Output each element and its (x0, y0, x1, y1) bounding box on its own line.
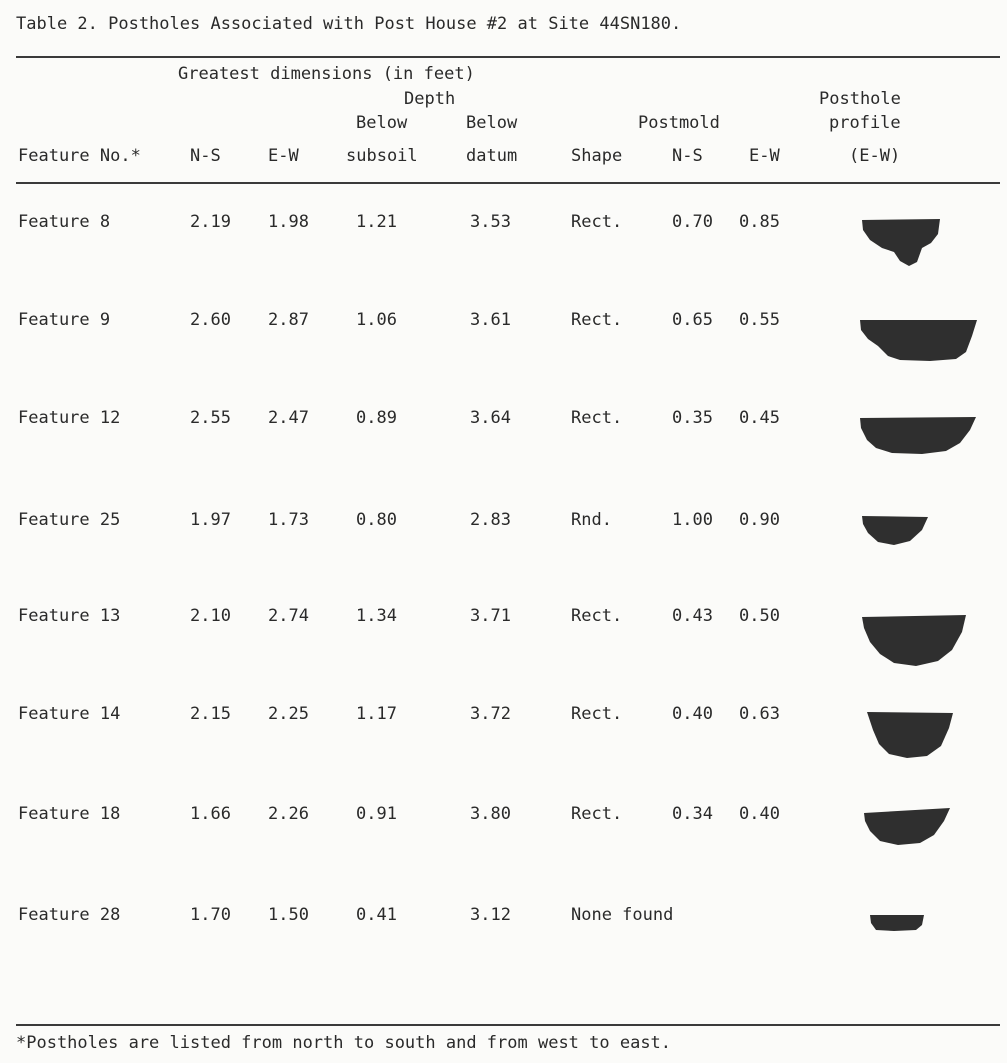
postmold-ew-cell: 0.40 (739, 804, 780, 824)
postmold-ew-cell: 0.55 (739, 310, 780, 330)
datum-cell: 3.12 (470, 905, 511, 925)
posthole-profile-feature-25 (860, 514, 930, 548)
ew-cell: 2.47 (268, 408, 309, 428)
datum-cell: 2.83 (470, 510, 511, 530)
header-postmold: Postmold (638, 113, 720, 133)
ew-cell: 1.73 (268, 510, 309, 530)
postmold-ns-cell: 0.35 (672, 408, 713, 428)
postmold-ns-cell: 0.65 (672, 310, 713, 330)
shape-cell: None found (571, 905, 674, 925)
postmold-ns-cell: 1.00 (672, 510, 713, 530)
ew-cell: 2.74 (268, 606, 309, 626)
header-ew-paren: (E-W) (849, 146, 901, 166)
feature-cell: Feature 25 (18, 510, 121, 530)
datum-cell: 3.80 (470, 804, 511, 824)
ew-cell: 1.50 (268, 905, 309, 925)
datum-cell: 3.71 (470, 606, 511, 626)
feature-cell: Feature 18 (18, 804, 121, 824)
ns-cell: 1.97 (190, 510, 231, 530)
ns-cell: 1.66 (190, 804, 231, 824)
subsoil-cell: 1.34 (356, 606, 397, 626)
shape-cell: Rect. (571, 606, 623, 626)
postmold-ns-cell: 0.40 (672, 704, 713, 724)
postmold-ew-cell: 0.63 (739, 704, 780, 724)
postmold-ns-cell: 0.34 (672, 804, 713, 824)
header-feature-no: Feature No.* (18, 146, 141, 166)
subsoil-cell: 1.06 (356, 310, 397, 330)
posthole-profile-feature-18 (862, 807, 952, 847)
shape-cell: Rect. (571, 408, 623, 428)
ew-cell: 2.26 (268, 804, 309, 824)
postmold-ns-cell: 0.70 (672, 212, 713, 232)
postmold-ew-cell: 0.90 (739, 510, 780, 530)
postmold-ew-cell: 0.50 (739, 606, 780, 626)
shape-cell: Rect. (571, 804, 623, 824)
ns-cell: 2.15 (190, 704, 231, 724)
shape-cell: Rect. (571, 704, 623, 724)
header-shape: Shape (571, 146, 623, 166)
datum-cell: 3.64 (470, 408, 511, 428)
header-ns: N-S (190, 146, 221, 166)
table-caption: Table 2. Postholes Associated with Post House #2 at Site 44SN180. (16, 14, 682, 34)
subsoil-cell: 0.89 (356, 408, 397, 428)
posthole-profile-feature-28 (868, 913, 926, 933)
header-datum: datum (466, 146, 518, 166)
footer-rule (16, 1024, 1000, 1026)
header-below-datum-top: Below (466, 113, 518, 133)
postmold-ns-cell: 0.43 (672, 606, 713, 626)
header-profile: profile (829, 113, 901, 133)
feature-cell: Feature 13 (18, 606, 121, 626)
header-subsoil: subsoil (346, 146, 418, 166)
footnote: *Postholes are listed from north to south and from west to east. (16, 1033, 672, 1053)
subsoil-cell: 1.17 (356, 704, 397, 724)
datum-cell: 3.72 (470, 704, 511, 724)
ns-cell: 2.19 (190, 212, 231, 232)
ns-cell: 2.10 (190, 606, 231, 626)
top-rule (16, 56, 1000, 58)
ew-cell: 1.98 (268, 212, 309, 232)
shape-cell: Rect. (571, 310, 623, 330)
feature-cell: Feature 28 (18, 905, 121, 925)
datum-cell: 3.53 (470, 212, 511, 232)
posthole-profile-feature-13 (860, 614, 968, 668)
header-postmold-ew: E-W (749, 146, 780, 166)
subsoil-cell: 0.91 (356, 804, 397, 824)
header-postmold-ns: N-S (672, 146, 703, 166)
ew-cell: 2.25 (268, 704, 309, 724)
subsoil-cell: 0.41 (356, 905, 397, 925)
feature-cell: Feature 14 (18, 704, 121, 724)
header-below-subsoil-top: Below (356, 113, 408, 133)
header-greatest-dimensions: Greatest dimensions (in feet) (178, 64, 475, 84)
ns-cell: 2.60 (190, 310, 231, 330)
feature-cell: Feature 12 (18, 408, 121, 428)
shape-cell: Rect. (571, 212, 623, 232)
posthole-profile-feature-9 (858, 318, 980, 366)
ns-cell: 1.70 (190, 905, 231, 925)
feature-cell: Feature 8 (18, 212, 111, 232)
subsoil-cell: 0.80 (356, 510, 397, 530)
datum-cell: 3.61 (470, 310, 511, 330)
feature-cell: Feature 9 (18, 310, 111, 330)
posthole-profile-feature-14 (865, 710, 955, 760)
header-rule (16, 182, 1000, 184)
shape-cell: Rnd. (571, 510, 612, 530)
postmold-ew-cell: 0.85 (739, 212, 780, 232)
header-posthole: Posthole (819, 89, 901, 109)
posthole-profile-feature-12 (858, 416, 978, 458)
ew-cell: 2.87 (268, 310, 309, 330)
header-depth: Depth (404, 89, 456, 109)
header-ew: E-W (268, 146, 299, 166)
ns-cell: 2.55 (190, 408, 231, 428)
posthole-profile-feature-8 (860, 218, 942, 270)
postmold-ew-cell: 0.45 (739, 408, 780, 428)
subsoil-cell: 1.21 (356, 212, 397, 232)
